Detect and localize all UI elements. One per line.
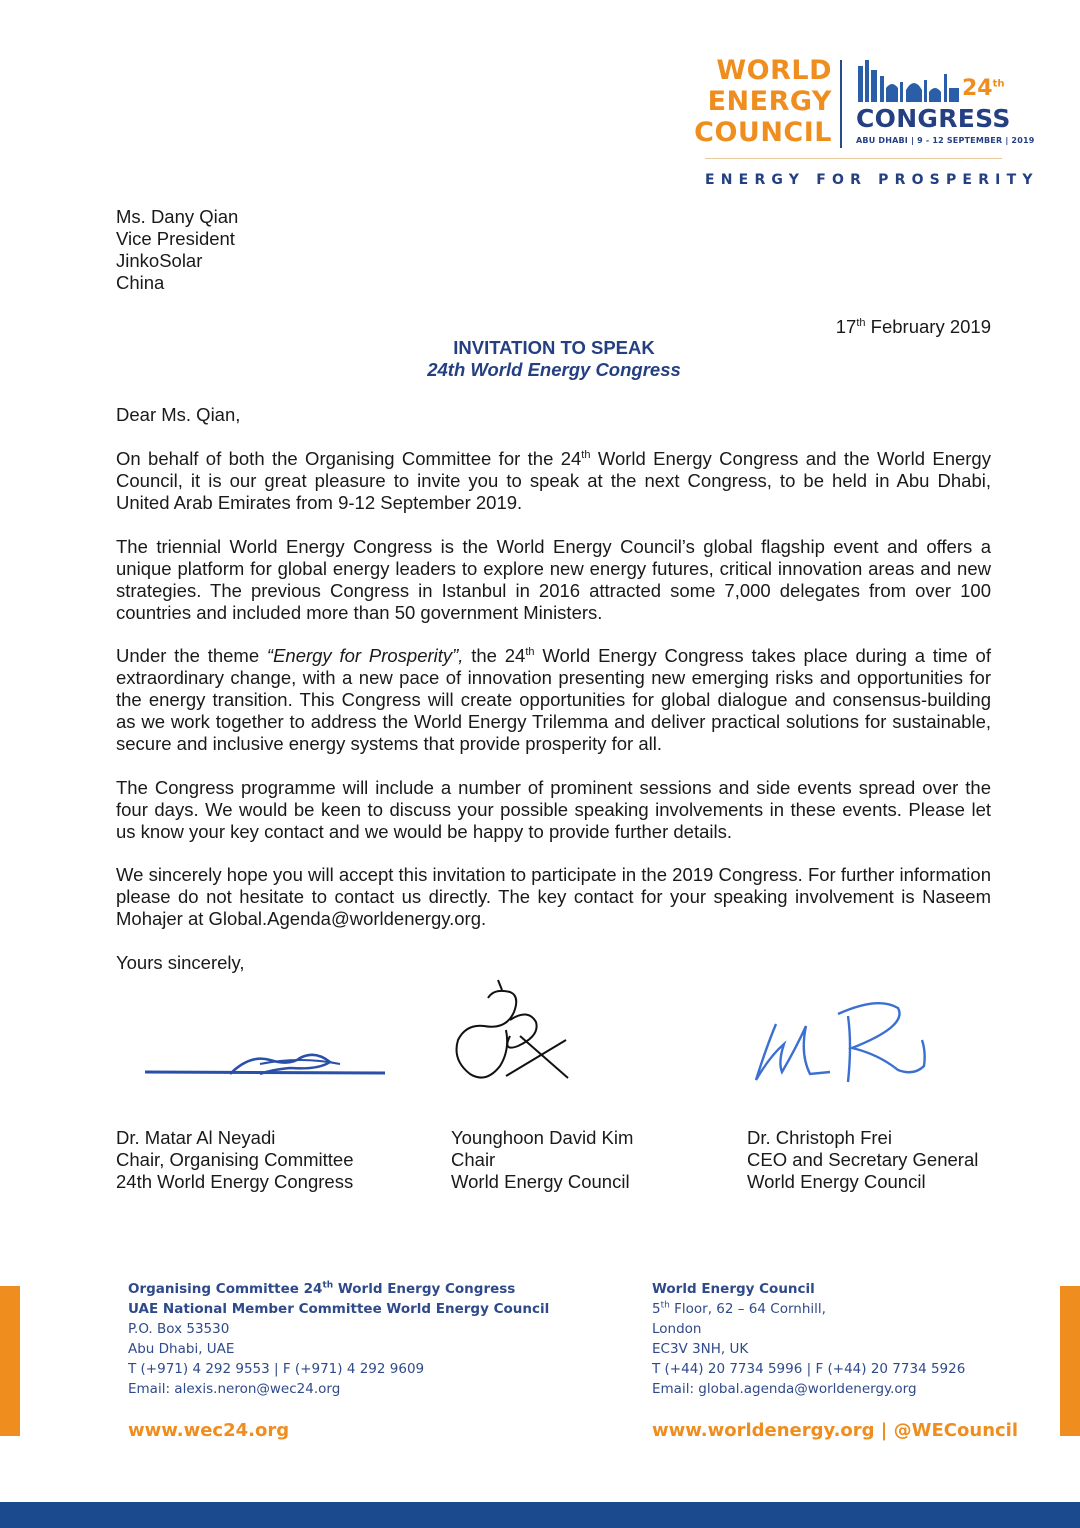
paragraph-4: The Congress programme will include a number of prominent sessions and side events spread over the four days. We would be keen to discuss your possible speaking involvements in these events. Please let us know your key contact and we would be happy to provide further details.	[116, 777, 991, 842]
footer-orange-bar-right	[1060, 1286, 1080, 1436]
signature-al-neyadi	[140, 1040, 390, 1084]
footer-left-line1: Organising Committee 24th World Energy Congress	[128, 1280, 516, 1297]
signatory-2-name: Younghoon David Kim	[451, 1127, 634, 1148]
footer-right-line1: World Energy Council	[652, 1281, 815, 1297]
paragraph-2: The triennial World Energy Congress is the World Energy Council’s global flagship event and offers a unique platform for global energy leaders to explore new energy futures, critical innovation areas and new strategies. The previous Congress in Istanbul in 2016 attracted some 7,000 delegates from over 100 countries and included more than 50 government Ministers.	[116, 536, 991, 623]
footer-left-line4: Abu Dhabi, UAE	[128, 1341, 235, 1357]
congress-word: CONGRESS	[856, 104, 1011, 133]
signatory-1-name: Dr. Matar Al Neyadi	[116, 1127, 276, 1148]
logo-wec-line1: WORLD	[716, 55, 832, 86]
paragraph-3: Under the theme “Energy for Prosperity”, the 24th World Energy Congress takes place during a time of extraordinary change, with a new pace of innovation presenting new emerging risks and opportunities for the energy transition. This Congress will create opportunities for global dialogue and consensus-building as we work together to address the World Energy Trilemma and deliver practical solutions for sustainable, secure and inclusive energy systems that provide prosperity for all.	[116, 645, 991, 754]
abu-dhabi-skyline-icon	[856, 58, 962, 104]
signatory-1-role: Chair, Organising Committee	[116, 1149, 354, 1170]
recipient-company: JinkoSolar	[116, 250, 203, 271]
paragraph-5: We sincerely hope you will accept this invitation to participate in the 2019 Congress. For further information please do not hesitate to contact us directly. The key contact for your speaking involvement is Naseem Mohajer at Global.Agenda@worldenergy.org.	[116, 864, 991, 929]
closing: Yours sincerely,	[116, 952, 245, 973]
signatory-1	[116, 1127, 354, 1193]
heading-subtitle: 24th World Energy Congress	[427, 359, 681, 380]
footer-right-line4: EC3V 3NH, UK	[652, 1341, 749, 1357]
recipient-country: China	[116, 272, 165, 293]
footer-right-line2: 5th Floor, 62 – 64 Cornhill,	[652, 1300, 826, 1317]
congress-subtitle: ABU DHABI | 9 - 12 SEPTEMBER | 2019	[856, 136, 1035, 145]
signature-kim	[448, 978, 578, 1088]
paragraph-1: On behalf of both the Organising Committee for the 24th World Energy Congress and the World Energy Council, it is our great pleasure to invite you to speak at the next Congress, to be held in Abu Dhabi, United Arab Emirates from 9-12 September 2019.	[116, 448, 991, 513]
logo-rule	[705, 158, 1002, 159]
tagline: ENERGY FOR PROSPERITY	[705, 172, 1039, 188]
footer-right-line3: London	[652, 1321, 702, 1337]
footer-left-link[interactable]: www.wec24.org	[128, 1420, 290, 1441]
recipient-title: Vice President	[116, 228, 235, 249]
salutation: Dear Ms. Qian,	[116, 404, 241, 425]
signatory-3-role: CEO and Secretary General	[747, 1149, 979, 1170]
signature-frei	[748, 996, 932, 1088]
signatory-2	[451, 1127, 633, 1193]
signatory-3-name: Dr. Christoph Frei	[747, 1127, 892, 1148]
recipient-name: Ms. Dany Qian	[116, 206, 239, 227]
footer-bottom-band	[0, 1502, 1080, 1528]
footer-right-address	[652, 1279, 965, 1399]
heading-title: INVITATION TO SPEAK	[453, 337, 655, 358]
footer-orange-bar-left	[0, 1286, 20, 1436]
footer-right-email[interactable]: Email: global.agenda@worldenergy.org	[652, 1381, 917, 1397]
congress-number: 24th	[962, 76, 1005, 101]
footer-left-line2: UAE National Member Committee World Energy Council	[128, 1301, 550, 1317]
footer-right-line5: T (+44) 20 7734 5996 | F (+44) 20 7734 5926	[652, 1361, 966, 1377]
signatory-3	[747, 1127, 978, 1193]
logo-wec-line3: COUNCIL	[694, 117, 832, 148]
footer-left-email[interactable]: Email: alexis.neron@wec24.org	[128, 1381, 341, 1397]
footer-left-line5: T (+971) 4 292 9553 | F (+971) 4 292 9609	[128, 1361, 425, 1377]
signatory-2-org: World Energy Council	[451, 1171, 630, 1192]
signatory-1-org: 24th World Energy Congress	[116, 1171, 354, 1192]
footer-left-line3: P.O. Box 53530	[128, 1321, 230, 1337]
signatory-3-org: World Energy Council	[747, 1171, 926, 1192]
letter-date: 17th February 2019	[835, 316, 991, 337]
footer-right-link[interactable]: www.worldenergy.org | @WECouncil	[652, 1420, 1019, 1441]
recipient-address	[116, 206, 238, 294]
logo-divider	[840, 60, 842, 148]
letter-heading	[0, 337, 1080, 381]
logo-wec-line2: ENERGY	[707, 86, 832, 117]
signatory-2-role: Chair	[451, 1149, 496, 1170]
footer-left-address	[128, 1279, 549, 1399]
